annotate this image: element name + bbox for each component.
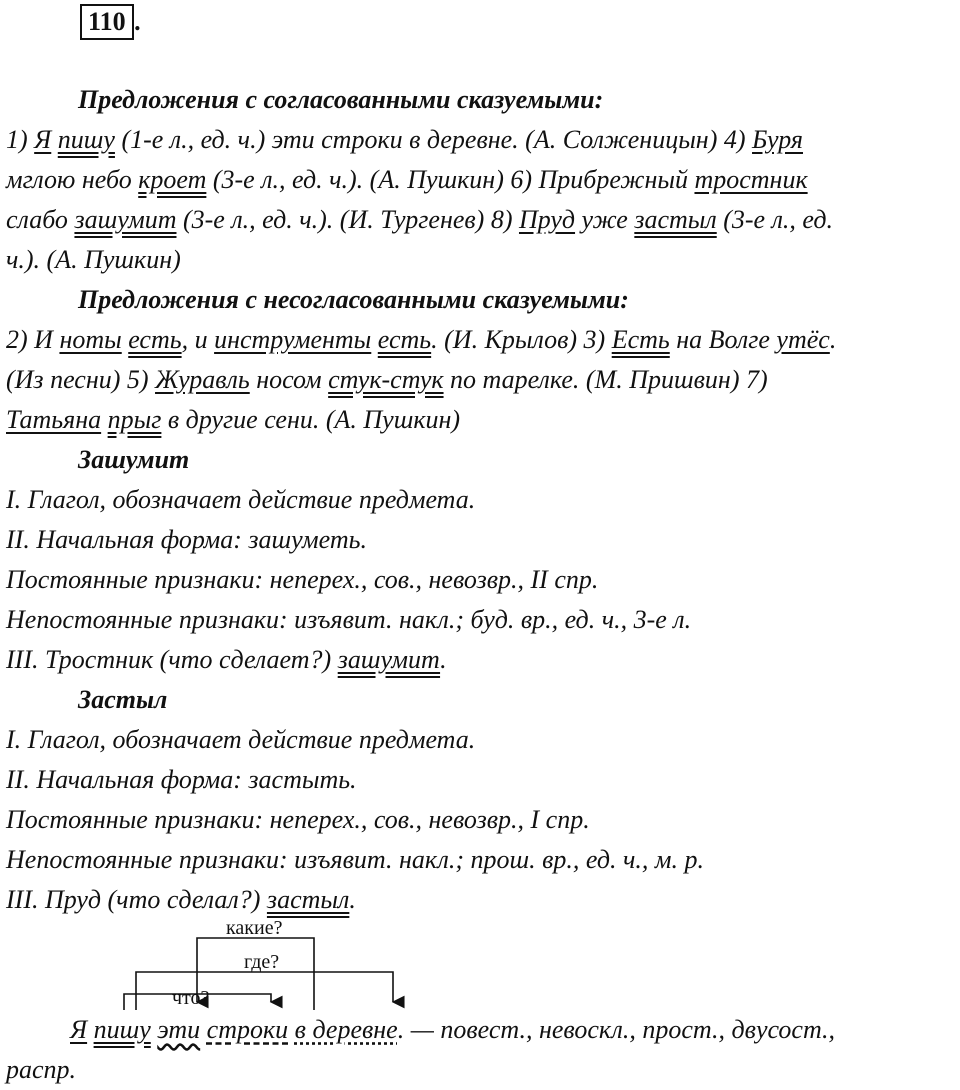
parse2-line-1: I. Глагол, обозначает действие предмета. xyxy=(6,725,476,754)
subject: Я xyxy=(70,1015,88,1044)
exercise-number-dot: . xyxy=(134,7,141,36)
parse1-line-5: III. Тростник (что сделает?) зашумит. xyxy=(6,645,447,674)
label-which: какие? xyxy=(226,917,283,939)
parse2-line-2: II. Начальная форма: застыть. xyxy=(6,765,357,794)
subject: ноты xyxy=(59,325,122,354)
heading-agreed: Предложения с согласованными сказуемыми: xyxy=(78,85,604,114)
subject: Татьяна xyxy=(6,405,102,434)
predicate: пишу xyxy=(57,125,115,154)
subject: тростник xyxy=(694,165,808,194)
adverbial: в деревне xyxy=(294,1015,398,1044)
agreed-line-2: мглою небо кроет (3-е л., ед. ч.). (А. Пушкин) 6) Прибрежный тростник xyxy=(6,165,808,194)
predicate: застыл xyxy=(266,885,350,914)
final-sentence xyxy=(6,1010,960,1090)
subject: Я xyxy=(34,125,52,154)
parse1-line-2: II. Начальная форма: зашуметь. xyxy=(6,525,367,554)
parse2-line-5: III. Пруд (что сделал?) застыл. xyxy=(6,885,356,914)
predicate: стук-стук xyxy=(328,365,444,394)
subject: Буря xyxy=(752,125,803,154)
parse1-title: Зашумит xyxy=(78,445,190,474)
heading-unagreed: Предложения с несогласованными сказуемыми: xyxy=(78,285,629,314)
subject: утёс xyxy=(776,325,830,354)
predicate: зашумит xyxy=(74,205,177,234)
parse1-line-3: Постоянные признаки: неперех., сов., невозвр., II спр. xyxy=(6,565,599,594)
arrow-what xyxy=(124,987,271,1010)
object: строки xyxy=(206,1015,289,1044)
unagreed-line-1: 2) И ноты есть, и инструменты есть. (И. Крылов) 3) Есть на Волге утёс. xyxy=(6,325,837,354)
predicate: кроет xyxy=(138,165,207,194)
predicate: Есть xyxy=(611,325,670,354)
parse2-line-3: Постоянные признаки: неперех., сов., невозвр., I спр. xyxy=(6,805,590,834)
agreed-line-4: ч.). (А. Пушкин) xyxy=(6,245,181,274)
predicate: застыл xyxy=(634,205,717,234)
label-where: где? xyxy=(244,951,280,973)
final-line-2: распр. xyxy=(6,1055,77,1084)
subject: инструменты xyxy=(214,325,372,354)
parse2-title: Застыл xyxy=(78,685,168,714)
predicate: зашумит xyxy=(337,645,441,674)
attribute: эти xyxy=(157,1015,201,1044)
predicate: пишу xyxy=(93,1015,151,1044)
exercise-number xyxy=(80,4,141,40)
unagreed-line-3: Татьяна прыг в другие сени. (А. Пушкин) xyxy=(6,405,461,434)
predicate: есть xyxy=(128,325,182,354)
parse1-line-4: Непостоянные признаки: изъявит. накл.; буд. вр., ед. ч., 3-е л. xyxy=(6,605,692,634)
label-what: что? xyxy=(172,987,210,1009)
subject: Журавль xyxy=(155,365,250,394)
predicate: есть xyxy=(377,325,432,354)
parse2-line-4: Непостоянные признаки: изъявит. накл.; прош. вр., ед. ч., м. р. xyxy=(6,845,704,874)
agreed-line-3: слабо зашумит (3-е л., ед. ч.). (И. Тургенев) 8) Пруд уже застыл (3-е л., ед. xyxy=(6,205,833,234)
final-line-1: Я пишу эти строки в деревне. — повест., невоскл., прост., двусост., xyxy=(70,1015,836,1044)
subject: Пруд xyxy=(518,205,576,234)
parse1-line-1: I. Глагол, обозначает действие предмета. xyxy=(6,485,476,514)
exercise-number-text: 110 xyxy=(88,7,126,36)
agreed-line-1: 1) Я пишу (1-е л., ед. ч.) эти строки в деревне. (А. Солженицын) 4) Буря xyxy=(6,125,803,154)
sentence-diagram xyxy=(0,910,960,1010)
predicate: прыг xyxy=(107,405,162,434)
unagreed-line-2: (Из песни) 5) Журавль носом стук-стук по тарелке. (М. Пришвин) 7) xyxy=(6,365,768,394)
exercise-content xyxy=(6,80,960,920)
